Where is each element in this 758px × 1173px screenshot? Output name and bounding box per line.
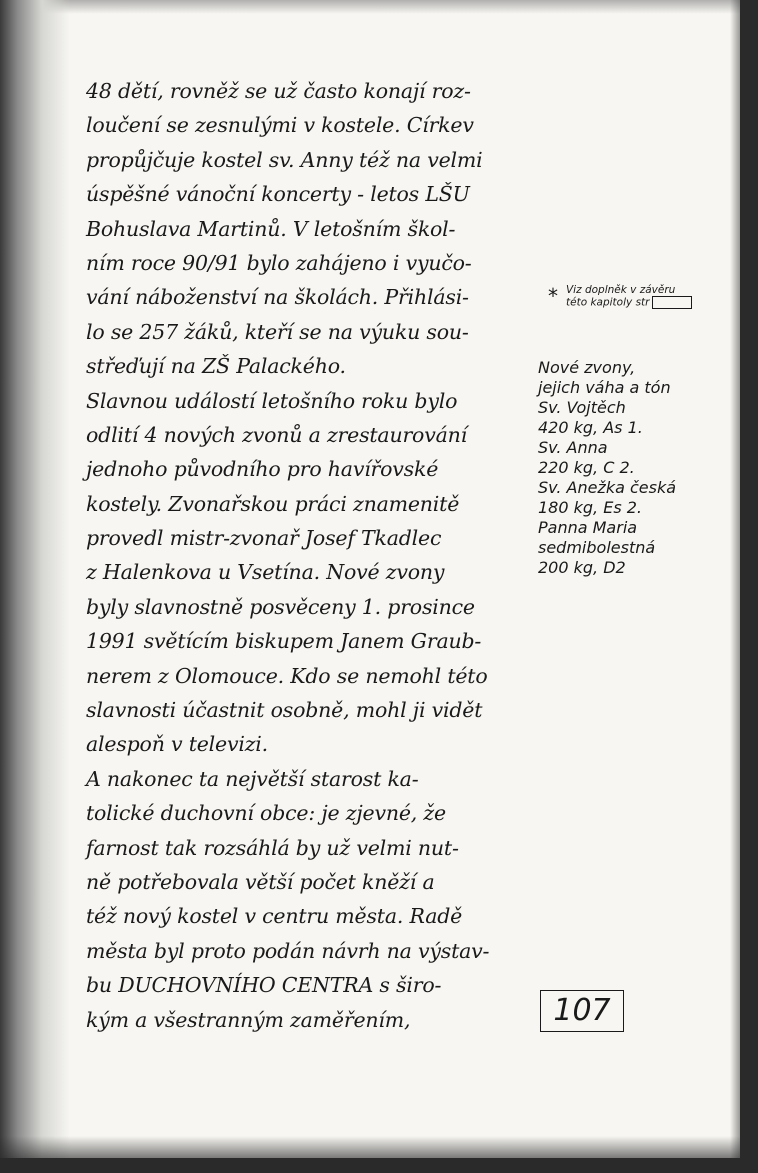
text-line: bu DUCHOVNÍHO CENTRA s širo- — [86, 973, 442, 998]
bells-list-line: Sv. Anna — [538, 438, 608, 457]
margin-bells-list — [538, 358, 738, 578]
text-line: ně potřebovala větší počet kněží a — [86, 869, 435, 894]
text-line: z Halenkova u Vsetína. Nové zvony — [86, 560, 445, 585]
binding-gutter-shadow — [0, 0, 70, 1158]
bells-list-line: Nové zvony, — [538, 358, 636, 377]
page-number: 107 — [540, 990, 624, 1032]
footnote-line-with-box — [566, 296, 692, 309]
text-line: provedl mistr-zvonař Josef Tkadlec — [86, 526, 442, 551]
bells-list-line: 420 kg, As 1. — [538, 418, 643, 437]
text-line: 48 dětí, rovněž se už často konají roz- — [86, 79, 471, 103]
blank-page-box — [652, 296, 692, 309]
text-line: 1991 světícím biskupem Janem Graub- — [86, 629, 482, 654]
text-line: ním roce 90/91 bylo zahájeno i vyučo- — [86, 250, 472, 275]
bells-list-line: 180 kg, Es 2. — [538, 498, 643, 517]
bells-list-line: 220 kg, C 2. — [538, 458, 635, 477]
text-line: A nakonec ta největší starost ka- — [86, 766, 419, 791]
text-line: lo se 257 žáků, kteří se na výuku sou- — [86, 319, 469, 344]
page-right-edge — [730, 0, 740, 1158]
bells-list-line: Panna Maria — [538, 518, 638, 537]
bells-list-line: jejich váha a tón — [538, 378, 671, 397]
asterisk-icon: * — [548, 284, 558, 308]
bells-list-line: Sv. Anežka česká — [538, 478, 677, 497]
margin-footnote-text — [566, 284, 692, 309]
text-line: střeďují na ZŠ Palackého. — [86, 354, 346, 379]
footnote-line: této kapitoly str — [566, 296, 650, 309]
text-line: kostely. Zvonařskou práci znamenitě — [86, 491, 460, 516]
page-top-edge — [0, 0, 740, 14]
text-line: alespoň v televizi. — [86, 732, 268, 757]
text-line: jednoho původního pro havířovské — [86, 457, 439, 482]
text-line: farnost tak rozsáhlá by už velmi nut- — [86, 835, 459, 860]
text-line: loučení se zesnulými v kostele. Církev — [86, 113, 474, 138]
text-line: byly slavnostně posvěceny 1. prosince — [86, 594, 475, 619]
text-line: propůjčuje kostel sv. Anny též na velmi — [86, 147, 483, 172]
bells-list-line: Sv. Vojtěch — [538, 398, 626, 417]
text-line: města byl proto podán návrh na výstav- — [86, 938, 490, 963]
text-line: Bohuslava Martinů. V letošním škol- — [86, 216, 456, 241]
text-line: úspěšné vánoční koncerty - letos LŠU — [86, 182, 470, 207]
bells-list-line: 200 kg, D2 — [538, 558, 626, 577]
text-line: Slavnou událostí letošního roku bylo — [86, 388, 458, 413]
text-line: tolické duchovní obce: je zjevné, že — [86, 801, 446, 826]
text-line: též nový kostel v centru města. Radě — [86, 904, 463, 929]
text-line: kým a všestranným zaměřením, — [86, 1007, 411, 1032]
main-handwritten-text — [86, 74, 536, 1037]
text-line: odlití 4 nových zvonů a zrestaurování — [86, 422, 467, 447]
text-line: vání náboženství na školách. Přihlási- — [86, 285, 469, 310]
footnote-line: Viz doplněk v závěru — [566, 284, 676, 296]
bells-list-line: sedmibolestná — [538, 538, 656, 557]
page-bottom-shadow — [0, 1136, 740, 1158]
text-line: nerem z Olomouce. Kdo se nemohl této — [86, 663, 488, 688]
text-line: slavnosti účastnit osobně, mohl ji vidět — [86, 698, 483, 723]
